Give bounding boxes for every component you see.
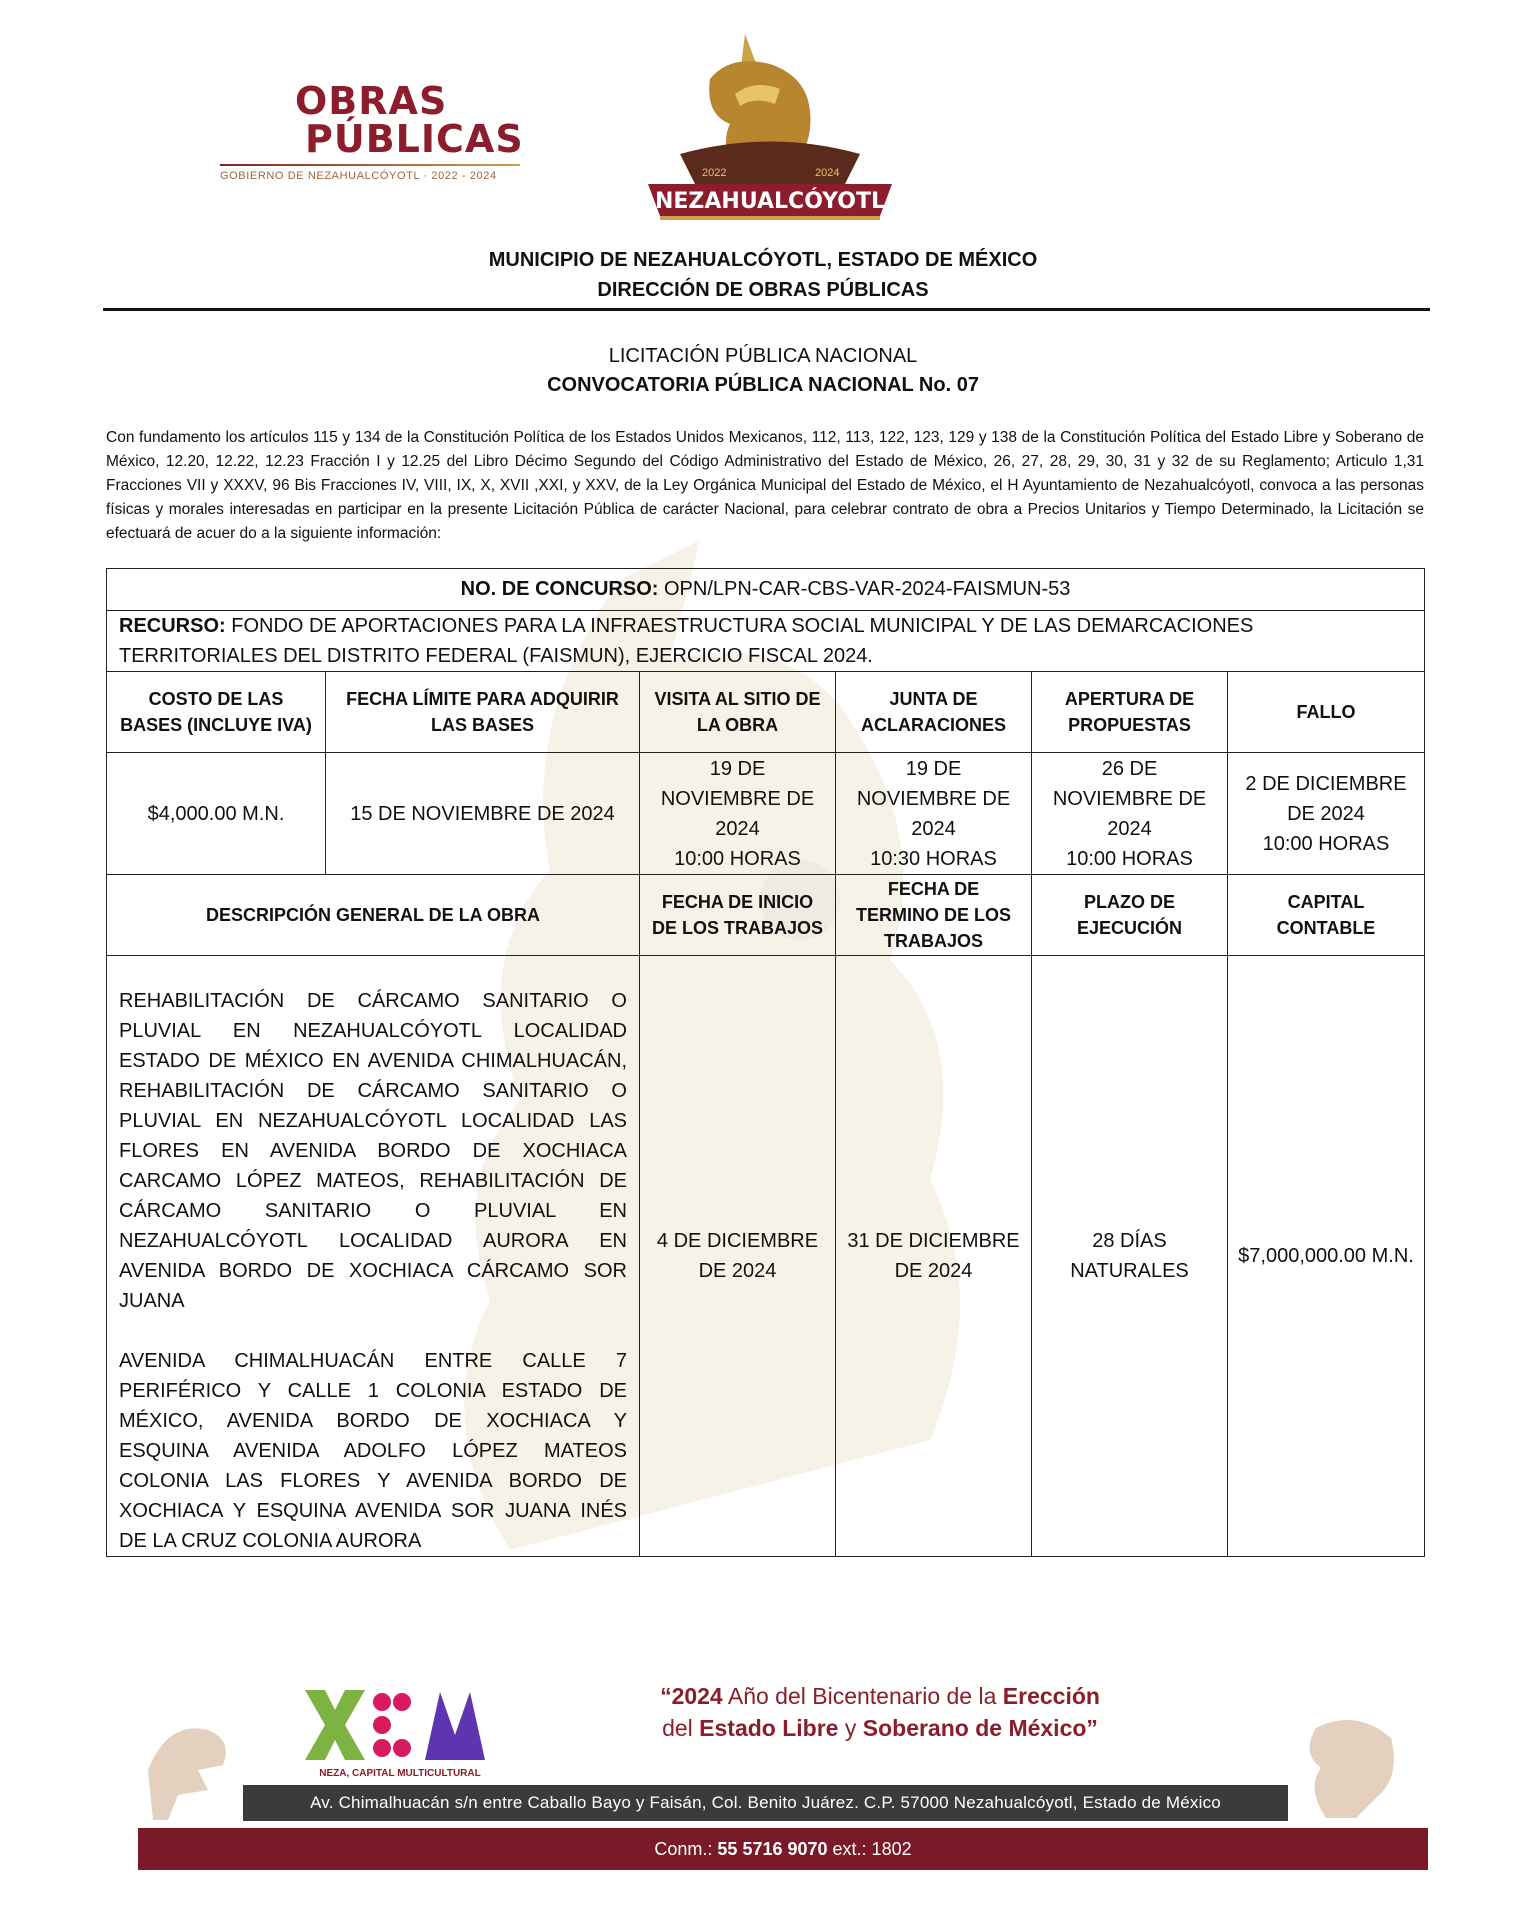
aztec-glyph-icon-left [138, 1710, 238, 1825]
header-termino: FECHA DE TERMINO DE LOS TRABAJOS [836, 875, 1032, 956]
header-descripcion: DESCRIPCIÓN GENERAL DE LA OBRA [107, 875, 640, 956]
value-inicio: 4 DE DICIEMBRE DE 2024 [640, 956, 836, 1557]
municipality-title: MUNICIPIO DE NEZAHUALCÓYOTL, ESTADO DE MÉXICO [488, 249, 1038, 271]
slogan-text-e: y [838, 1715, 863, 1741]
slogan-erection: Erección [1002, 1683, 1100, 1709]
value-costo: $4,000.00 M.N. [107, 753, 326, 875]
convocatoria-table [106, 568, 1425, 1557]
slogan-year: “2024 [660, 1683, 723, 1709]
recurso-row [107, 611, 1425, 672]
obras-publicas-logo [205, 78, 535, 188]
header-inicio: FECHA DE INICIO DE LOS TRABAJOS [640, 875, 836, 956]
slogan-text-c: del [662, 1715, 700, 1741]
junta-fecha: 19 DE NOVIEMBRE DE 2024 [856, 757, 1011, 840]
crest-name: NEZAHUALCÓYOTL [654, 189, 886, 214]
slogan-estado-libre: Estado Libre [699, 1715, 839, 1741]
crest-year-right: 2024 [815, 167, 840, 179]
phone-number: 55 5716 9070 [717, 1839, 828, 1859]
concurso-cell [107, 569, 1425, 611]
value-termino: 31 DE DICIEMBRE DE 2024 [836, 956, 1032, 1557]
apertura-hora: 10:00 HORAS [1066, 847, 1193, 870]
value-fecha-limite: 15 DE NOVIEMBRE DE 2024 [326, 753, 640, 875]
value-fallo [1228, 753, 1425, 875]
bicentenario-slogan [600, 1680, 1160, 1744]
recurso-label: RECURSO: [119, 615, 226, 637]
phone-label: Conm.: [654, 1839, 713, 1859]
logo-line-publicas: PÚBLICAS [305, 117, 524, 161]
value-apertura [1032, 753, 1228, 875]
visita-hora: 10:00 HORAS [674, 847, 801, 870]
logo-subtitle: GOBIERNO DE NEZAHUALCÓYOTL · 2022 - 2024 [220, 170, 497, 182]
slogan-line-1 [600, 1680, 1160, 1712]
value-junta [836, 753, 1032, 875]
multicultural-shapes-icon [305, 1690, 485, 1760]
value-descripcion [107, 956, 640, 1557]
logo-divider [220, 164, 520, 166]
apertura-fecha: 26 DE NOVIEMBRE DE 2024 [1052, 757, 1207, 840]
header-visita: VISITA AL SITIO DE LA OBRA [640, 672, 836, 753]
header-row-1 [107, 672, 1425, 753]
logo-line-obras: OBRAS [295, 79, 448, 123]
slogan-line-2 [600, 1712, 1160, 1744]
header-junta: JUNTA DE ACLARACIONES [836, 672, 1032, 753]
crest-year-left: 2022 [702, 167, 727, 179]
header-plazo: PLAZO DE EJECUCIÓN [1032, 875, 1228, 956]
descripcion-paragraph-2: AVENIDA CHIMALHUACÁN ENTRE CALLE 7 PERIFÉRICO Y CALLE 1 COLONIA ESTADO DE MÉXICO, AVENIDA BORDO DE XOCHIACA Y ESQUINA AVENIDA ADOLFO LÓPEZ MATEOS COLONIA LAS FLORES Y AVENIDA BORDO DE XOCHIACA Y ESQUINA AVENIDA SOR JUANA INÉS DE LA CRUZ COLONIA AURORA [119, 1350, 627, 1552]
junta-hora: 10:30 HORAS [870, 847, 997, 870]
concurso-label: NO. DE CONCURSO: [460, 578, 659, 600]
visita-fecha: 19 DE NOVIEMBRE DE 2024 [660, 757, 815, 840]
concurso-value: OPN/LPN-CAR-CBS-VAR-2024-FAISMUN-53 [663, 578, 1071, 600]
fallo-fecha: 2 DE DICIEMBRE DE 2024 [1245, 772, 1407, 825]
footer-address: Av. Chimalhuacán s/n entre Caballo Bayo y Faisán, Col. Benito Juárez. C.P. 57000 Nezahualcóyotl, Estado de México [310, 1793, 1221, 1812]
direction-title: DIRECCIÓN DE OBRAS PÚBLICAS [597, 279, 929, 301]
recurso-value: FONDO DE APORTACIONES PARA LA INFRAESTRUCTURA SOCIAL MUNICIPAL Y DE LAS DEMARCACIONES TERRITORIALES DEL DISTRITO FEDERAL (FAISMUN), EJERCICIO FISCAL 2024. [119, 615, 1254, 667]
phone-ext: ext.: 1802 [832, 1839, 912, 1859]
fallo-hora: 10:00 HORAS [1262, 832, 1390, 855]
licitacion-title: LICITACIÓN PÚBLICA NACIONAL [608, 345, 918, 367]
slogan-text-a: Año del Bicentenario de la [722, 1683, 1003, 1709]
header-costo: COSTO DE LAS BASES (INCLUYE IVA) [107, 672, 326, 753]
footer-phone [138, 1828, 1428, 1870]
values-row-1 [107, 753, 1425, 875]
header-capital: CAPITAL CONTABLE [1228, 875, 1425, 956]
logo-caption: NEZA, CAPITAL MULTICULTURAL [319, 1768, 481, 1779]
header-apertura: APERTURA DE PROPUESTAS [1032, 672, 1228, 753]
aztec-glyph-icon-right [1296, 1708, 1406, 1823]
concurso-row [107, 569, 1425, 611]
header-fallo: FALLO [1228, 672, 1425, 753]
header-row-2 [107, 875, 1425, 956]
nezahualcoyotl-crest-logo [640, 34, 900, 224]
slogan-soberano: Soberano de México” [862, 1715, 1098, 1741]
value-visita [640, 753, 836, 875]
value-plazo: 28 DÍAS NATURALES [1032, 956, 1228, 1557]
values-row-2 [107, 956, 1425, 1557]
recurso-cell [107, 611, 1425, 672]
header-fecha-limite: FECHA LÍMITE PARA ADQUIRIR LAS BASES [326, 672, 640, 753]
neza-multicultural-logo [300, 1680, 500, 1780]
value-capital: $7,000,000.00 M.N. [1228, 956, 1425, 1557]
intro-paragraph: Con fundamento los artículos 115 y 134 de la Constitución Política de los Estados Unidos Mexicanos, 112, 113, 122, 123, 129 y 138 de la Constitución Política del Estado Libre y Soberano de México, 12.20, 12.22, 12.23 Fracción I y 12.25 del Libro Décimo Segundo del Código Administrativo del Estado de México, 26, 27, 28, 29, 30, 31 y 32 de su Reglamento; Articulo 1,31 Fracciones VII y XXXV, 96 Bis Fracciones IV, VIII, IX, X, XVII ,XXI, y XXV, de la Ley Orgánica Municipal del Estado de México, el H Ayuntamiento de Nezahualcóyotl, convoca a las personas físicas y morales interesadas en participar en la presente Licitación Pública de carácter Nacional, para celebrar contrato de obra a Precios Unitarios y Tiempo Determinado, la Licitación se efectuará de acuer do a la siguiente información: [106, 429, 1424, 542]
convocatoria-title: CONVOCATORIA PÚBLICA NACIONAL No. 07 [547, 374, 979, 396]
descripcion-paragraph-1: REHABILITACIÓN DE CÁRCAMO SANITARIO O PLUVIAL EN NEZAHUALCÓYOTL LOCALIDAD ESTADO DE MÉXICO EN AVENIDA CHIMALHUACÁN, REHABILITACIÓN DE CÁRCAMO SANITARIO O PLUVIAL EN NEZAHUALCÓYOTL LOCALIDAD LAS FLORES EN AVENIDA BORDO DE XOCHIACA CARCAMO LÓPEZ MATEOS, REHABILITACIÓN DE CÁRCAMO SANITARIO O PLUVIAL EN NEZAHUALCÓYOTL LOCALIDAD AURORA EN AVENIDA BORDO DE XOCHIACA CÁRCAMO SOR JUANA [119, 990, 627, 1312]
header-divider [103, 308, 1430, 311]
